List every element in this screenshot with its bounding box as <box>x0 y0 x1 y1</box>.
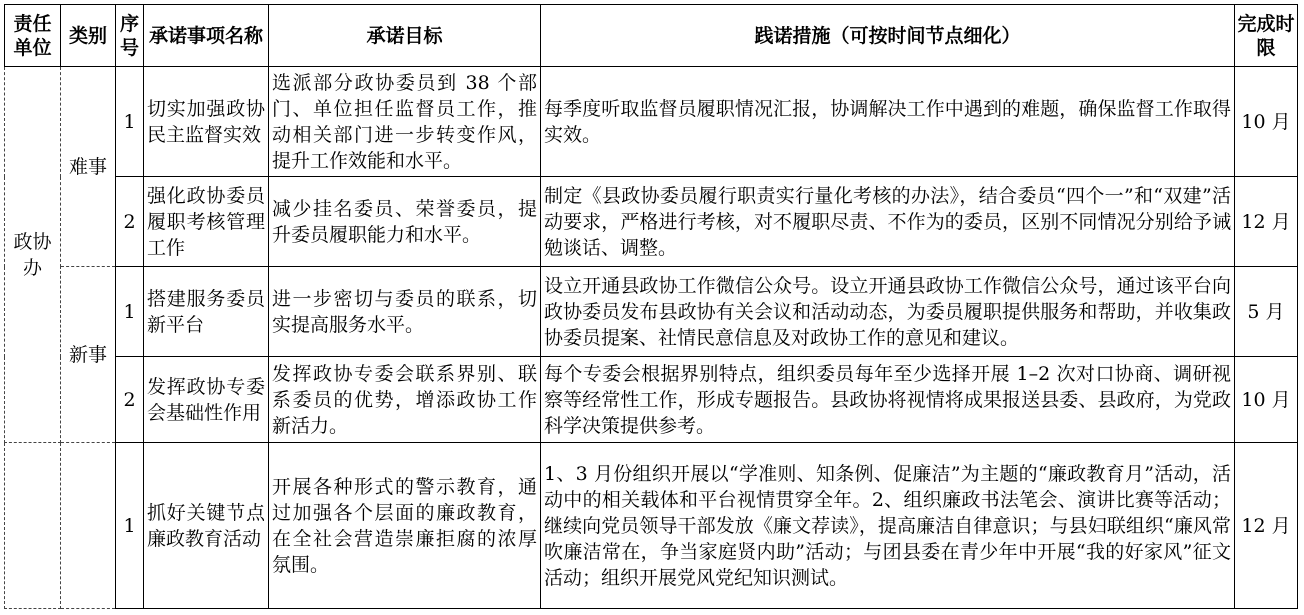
header-deadline: 完成时限 <box>1235 5 1298 67</box>
goal-cell: 选派部分政协委员到 38 个部门、单位担任监督员工作，推动相关部门进一步转变作风，提升工作效能和水平。 <box>269 67 541 177</box>
seq-cell: 2 <box>116 177 144 267</box>
measures-cell: 1、3 月份组织开展以“学准则、知条例、促廉洁”为主题的“廉政教育月”活动，活动中的相关载体和平台视情贯穿全年。2、组织廉政书法笔会、演讲比赛等活动；继续向党员领导干部发放《廉文荐读》，提高廉洁自律意识；与县妇联组织“廉风常吹廉洁常在，争当家庭贤内助”活动；与团县委在青少年中开展“我的好家风”征文活动；组织开展党风党纪知识测试。 <box>541 443 1235 609</box>
item-cell: 搭建服务委员新平台 <box>144 267 269 357</box>
item-cell: 发挥政协专委会基础性作用 <box>144 357 269 443</box>
measures-cell: 每季度听取监督员履职情况汇报，协调解决工作中遇到的难题，确保监督工作取得实效。 <box>541 67 1235 177</box>
unit-cell-blank <box>5 443 61 609</box>
header-measures: 践诺措施（可按时间节点细化） <box>541 5 1235 67</box>
header-category: 类别 <box>61 5 116 67</box>
header-unit: 责任单位 <box>5 5 61 67</box>
measures-cell: 每个专委会根据界别特点，组织委员每年至少选择开展 1–2 次对口协商、调研视察等经常性工作，形成专题报告。县政协将视情将成果报送县委、县政府，为党政科学决策提供参考。 <box>541 357 1235 443</box>
deadline-cell: 10 月 <box>1235 357 1298 443</box>
goal-cell: 开展各种形式的警示教育，通过加强各个层面的廉政教育，在全社会营造崇廉拒腐的浓厚氛围。 <box>269 443 541 609</box>
header-item: 承诺事项名称 <box>144 5 269 67</box>
measures-cell: 制定《县政协委员履行职责实行量化考核的办法》，结合委员“四个一”和“双建”活动要求，严格进行考核，对不履职尽责、不作为的委员，区别不同情况分别给予诫勉谈话、调整。 <box>541 177 1235 267</box>
goal-cell: 进一步密切与委员的联系，切实提高服务水平。 <box>269 267 541 357</box>
table-row <box>5 357 1298 443</box>
seq-cell: 1 <box>116 443 144 609</box>
header-goal: 承诺目标 <box>269 5 541 67</box>
deadline-cell: 12 月 <box>1235 443 1298 609</box>
commitment-table <box>4 4 1298 609</box>
category-hard: 难事 <box>61 67 116 267</box>
category-new: 新事 <box>61 267 116 443</box>
header-row <box>5 5 1298 67</box>
table-row <box>5 443 1298 609</box>
table-row <box>5 67 1298 177</box>
header-seq: 序号 <box>116 5 144 67</box>
item-cell: 抓好关键节点廉政教育活动 <box>144 443 269 609</box>
unit-cell: 政协办 <box>5 67 61 443</box>
category-cell-blank <box>61 443 116 609</box>
deadline-cell: 10 月 <box>1235 67 1298 177</box>
table-row <box>5 267 1298 357</box>
seq-cell: 1 <box>116 67 144 177</box>
deadline-cell: 5 月 <box>1235 267 1298 357</box>
seq-cell: 2 <box>116 357 144 443</box>
item-cell: 强化政协委员履职考核管理工作 <box>144 177 269 267</box>
goal-cell: 发挥政协专委会联系界别、联系委员的优势，增添政协工作新活力。 <box>269 357 541 443</box>
seq-cell: 1 <box>116 267 144 357</box>
item-cell: 切实加强政协民主监督实效 <box>144 67 269 177</box>
measures-cell: 设立开通县政协工作微信公众号。设立开通县政协工作微信公众号，通过该平台向政协委员发布县政协有关会议和活动动态，为委员履职提供服务和帮助，并收集政协委员提案、社情民意信息及对政协工作的意见和建议。 <box>541 267 1235 357</box>
goal-cell: 减少挂名委员、荣誉委员，提升委员履职能力和水平。 <box>269 177 541 267</box>
deadline-cell: 12 月 <box>1235 177 1298 267</box>
table-row <box>5 177 1298 267</box>
